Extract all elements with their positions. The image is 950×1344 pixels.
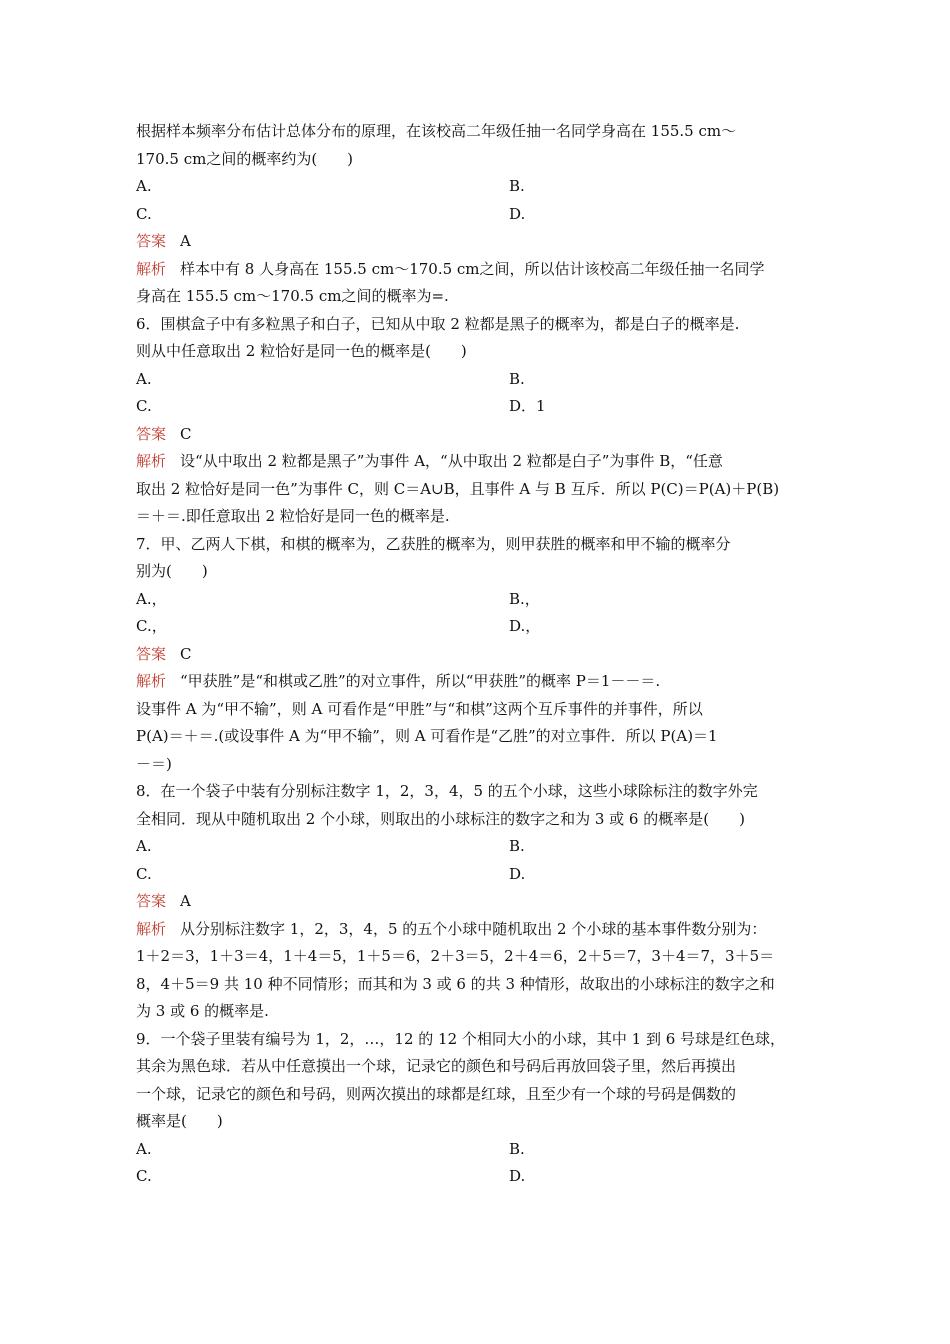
q5-analysis-text-1: 样本中有 8 人身高在 155.5 cm～170.5 cm之间，所以估计该校高二年级任抽一名同学: [180, 259, 765, 278]
q8-option-b: B.: [509, 837, 525, 855]
q5-answer: [136, 228, 816, 256]
q9-stem-line-1: 9．一个袋子里装有编号为 1，2，…，12 的 12 个相同大小的小球，其中 1 到 6 号球是红色球，: [136, 1029, 786, 1048]
q7-analysis-line-1: [136, 668, 816, 696]
q8-analysis-line-2: 1＋2＝3，1＋3＝4，1＋4＝5，1＋5＝6，2＋3＝5，2＋4＝6，2＋5＝7，3＋4＝7，3＋5＝: [136, 947, 775, 965]
q8-option-a: A.: [136, 837, 152, 855]
q6-option-b: B.: [509, 369, 525, 388]
q6-answer: [136, 421, 816, 449]
q5-stem-line-2: 170.5 cm之间的概率约为( ): [136, 149, 354, 168]
q9-option-c: C.: [136, 1167, 152, 1185]
q7-analysis-tag: 解析: [136, 672, 167, 690]
q5-options-row-2: [136, 201, 816, 229]
q5-options-row-1: [136, 173, 816, 201]
q7-option-c: C.，: [136, 617, 167, 635]
q9-options-row-2: [136, 1163, 816, 1191]
q9-option-d: D.: [509, 1167, 526, 1185]
q8-option-d: D.: [509, 864, 526, 883]
q6-analysis-line-1: [136, 448, 816, 476]
q9-stem-line-3: 一个球，记录它的颜色和号码，则两次摸出的球都是红球，且至少有一个球的号码是偶数的: [136, 1084, 737, 1103]
q8-analysis-line-1: [136, 916, 816, 944]
q7-option-d: D.，: [509, 617, 541, 635]
q8-stem-line-1: 8．在一个袋子中装有分别标注数字 1，2，3，4，5 的五个小球，这些小球除标注的数字外完: [136, 782, 758, 800]
q9-options-row-1: [136, 1136, 816, 1164]
q8-analysis-text-1: 从分别标注数字 1，2，3，4，5 的五个小球中随机取出 2 个小球的基本事件数分别为：: [180, 919, 767, 938]
q6-analysis-line-2: 取出 2 粒恰好是同一色”为事件 C，则 C＝A∪B，且事件 A 与 B 互斥．所以 P(C)＝P(A)＋P(B): [136, 479, 780, 498]
q7-answer: [136, 641, 816, 669]
q7-analysis-line-4: －＝): [136, 754, 172, 773]
q5-option-c: C.: [136, 204, 152, 223]
document-page: [136, 118, 816, 1191]
q8-analysis-line-4: 为 3 或 6 的概率是.: [136, 1002, 269, 1020]
q6-answer-tag: 答案: [136, 424, 167, 443]
q8-answer-tag: 答案: [136, 892, 167, 910]
q5-analysis-tag: 解析: [136, 259, 167, 278]
q6-analysis-tag: 解析: [136, 452, 167, 470]
q9-stem-line-2: 其余为黑色球．若从中任意摸出一个球，记录它的颜色和号码后再放回袋子里，然后再摸出: [136, 1057, 737, 1075]
q8-answer: [136, 888, 816, 916]
q7-answer-value: C: [180, 644, 192, 663]
q6-options-row-1: [136, 366, 816, 394]
q8-options-row-1: [136, 833, 816, 861]
q6-answer-value: C: [180, 424, 192, 443]
q7-analysis-text-1: “甲获胜”是“和棋或乙胜”的对立事件，所以“甲获胜”的概率 P＝1－－＝.: [180, 672, 661, 690]
q6-analysis-text-1: 设“从中取出 2 粒都是黑子”为事件 A，“从中取出 2 粒都是白子”为事件 B，“任意: [180, 452, 723, 470]
q5-option-d: D.: [509, 204, 526, 223]
q8-stem-line-2: 全相同．现从中随机取出 2 个小球，则取出的小球标注的数字之和为 3 或 6 的概率是( ): [136, 809, 745, 828]
q5-analysis-line-2: 身高在 155.5 cm～170.5 cm之间的概率为=.: [136, 287, 449, 305]
q8-answer-value: A: [180, 892, 191, 910]
q6-option-c: C.: [136, 397, 152, 415]
q7-analysis-line-3: P(A)＝＋＝.(或设事件 A 为“甲不输”，则 A 可看作是“乙胜”的对立事件．所以 P(A)＝1: [136, 727, 718, 745]
q5-option-a: A.: [136, 177, 152, 195]
q6-stem-line-1: 6．围棋盒子中有多粒黑子和白子，已知从中取 2 粒都是黑子的概率为，都是白子的概率是.: [136, 314, 740, 333]
q8-analysis-tag: 解析: [136, 919, 167, 938]
q7-option-a: A.，: [136, 589, 167, 608]
q7-answer-tag: 答案: [136, 644, 167, 663]
q5-option-b: B.: [509, 177, 525, 195]
q7-analysis-line-2: 设事件 A 为“甲不输”，则 A 可看作是“甲胜”与“和棋”这两个互斥事件的并事件，所以: [136, 699, 703, 718]
q8-analysis-line-3: 8，4＋5＝9 共 10 种不同情形；而其和为 3 或 6 的共 3 种情形，故取出的小球标注的数字之和: [136, 974, 775, 993]
q6-analysis-line-3: ＝＋＝.即任意取出 2 粒恰好是同一色的概率是.: [136, 507, 450, 525]
q8-option-c: C.: [136, 864, 152, 883]
q9-stem-line-4: 概率是( ): [136, 1112, 223, 1130]
q6-options-row-2: [136, 393, 816, 421]
q7-options-row-1: [136, 586, 816, 614]
q9-option-a: A.: [136, 1139, 152, 1158]
q5-analysis-line-1: [136, 256, 816, 284]
q7-stem-line-2: 别为( ): [136, 562, 208, 580]
q8-options-row-2: [136, 861, 816, 889]
q5-answer-value: A: [180, 232, 191, 250]
q6-stem-line-2: 则从中任意取出 2 粒恰好是同一色的概率是( ): [136, 342, 467, 360]
q5-answer-tag: 答案: [136, 232, 167, 250]
q7-stem-line-1: 7．甲、乙两人下棋，和棋的概率为，乙获胜的概率为，则甲获胜的概率和甲不输的概率分: [136, 534, 731, 553]
q5-stem-line-1: 根据样本频率分布估计总体分布的原理，在该校高二年级任抽一名同学身高在 155.5 cm～: [136, 122, 737, 140]
q7-option-b: B.，: [509, 589, 540, 608]
q6-option-a: A.: [136, 369, 152, 388]
q9-option-b: B.: [509, 1139, 525, 1158]
q7-options-row-2: [136, 613, 816, 641]
q6-option-d: D．1: [509, 397, 546, 415]
